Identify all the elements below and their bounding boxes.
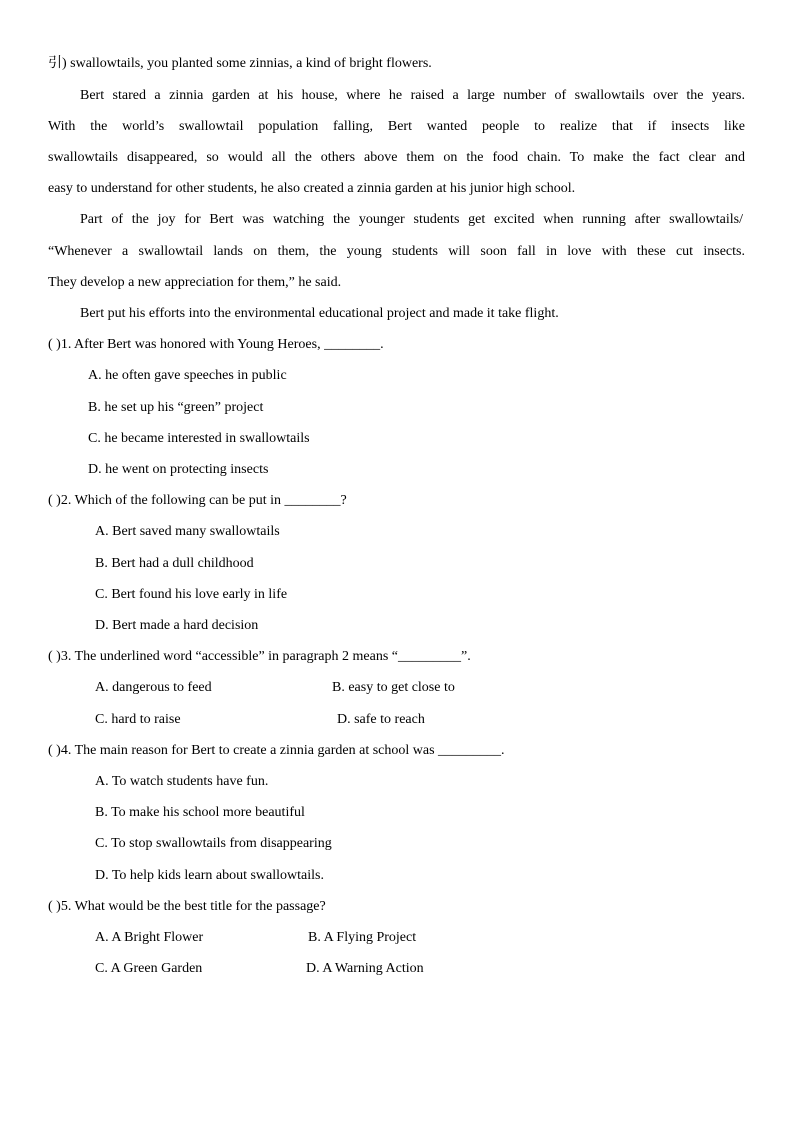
question-4-stem: ( )4. The main reason for Bert to create a zinnia garden at school was _________. — [48, 743, 505, 758]
question-2-option-a: A. Bert saved many swallowtails — [95, 524, 280, 539]
question-3-option-c: C. hard to raise — [95, 712, 181, 727]
question-4-option-c: C. To stop swallowtails from disappearing — [95, 836, 332, 851]
question-2-option-d: D. Bert made a hard decision — [95, 618, 259, 633]
question-3-option-b: B. easy to get close to — [332, 680, 455, 695]
question-4-option-a: A. To watch students have fun. — [95, 774, 269, 789]
question-1-option-b: B. he set up his “green” project — [88, 400, 264, 415]
question-4-option-d: D. To help kids learn about swallowtails. — [95, 868, 324, 883]
question-5-option-a: A. A Bright Flower — [95, 930, 204, 945]
question-2-option-c: C. Bert found his love early in life — [95, 587, 288, 602]
question-4-option-b: B. To make his school more beautiful — [95, 805, 305, 820]
question-1-stem: ( )1. After Bert was honored with Young Heroes, ________. — [48, 337, 384, 352]
question-2-option-b: B. Bert had a dull childhood — [95, 556, 254, 571]
paragraph-3-line-1: Part of the joy for Bert was watching the younger students get excited when running after swallowtails/ — [80, 212, 743, 227]
question-1-option-c: C. he became interested in swallowtails — [88, 431, 310, 446]
paragraph-3-line-2: “Whenever a swallowtail lands on them, the young students will soon fall in love with these cut insects. — [48, 244, 745, 259]
paragraph-4-line-1: Bert put his efforts into the environmental educational project and made it take flight. — [80, 306, 559, 321]
question-1-option-a: A. he often gave speeches in public — [88, 368, 287, 383]
question-5-option-c: C. A Green Garden — [95, 961, 203, 976]
paragraph-2-line-4: easy to understand for other students, he also created a zinnia garden at his junior high school. — [48, 181, 576, 196]
paragraph-2-line-2: With the world’s swallowtail population falling, Bert wanted people to realize that if insects like — [48, 119, 745, 134]
paragraph-2-line-3: swallowtails disappeared, so would all the others above them on the food chain. To make the fact clear and — [48, 150, 745, 165]
question-5-option-b: B. A Flying Project — [308, 930, 417, 945]
paragraph-2-line-1: Bert stared a zinnia garden at his house, where he raised a large number of swallowtails over the years. — [80, 88, 745, 103]
question-5-stem: ( )5. What would be the best title for the passage? — [48, 899, 326, 914]
question-1-option-d: D. he went on protecting insects — [88, 462, 269, 477]
passage-line-1: 引) swallowtails, you planted some zinnias, a kind of bright flowers. — [48, 56, 432, 71]
question-3-stem: ( )3. The underlined word “accessible” in paragraph 2 means “_________”. — [48, 649, 471, 664]
question-3-option-a: A. dangerous to feed — [95, 680, 212, 695]
question-5-option-d: D. A Warning Action — [306, 961, 424, 976]
question-2-stem: ( )2. Which of the following can be put in ________? — [48, 493, 347, 508]
paragraph-3-line-3: They develop a new appreciation for them,” he said. — [48, 275, 342, 290]
question-3-option-d: D. safe to reach — [337, 712, 425, 727]
